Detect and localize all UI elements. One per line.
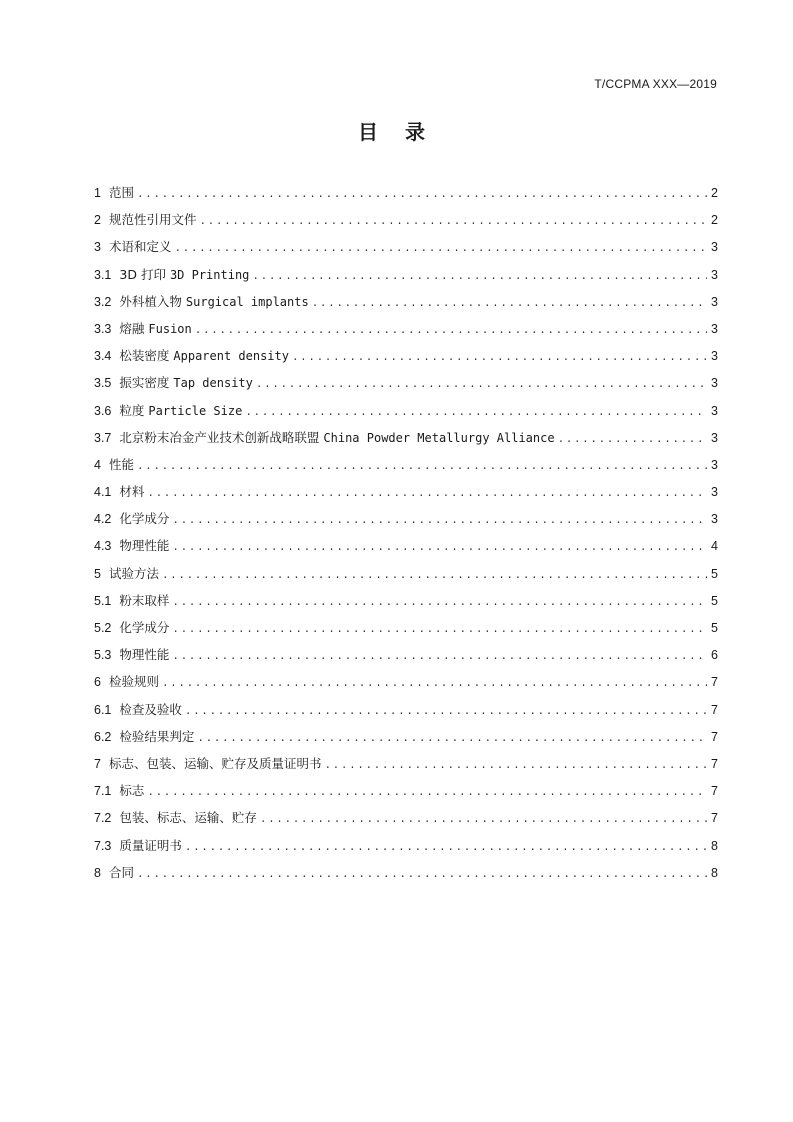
toc-entry-number: 3.1 [94, 267, 112, 282]
toc-entry-english-label: Tap density [173, 376, 253, 391]
toc-entry-number: 6.2 [94, 729, 112, 744]
toc-entry-number: 3.5 [94, 376, 112, 391]
dot-leader [162, 678, 707, 690]
dot-leader [256, 379, 707, 391]
toc-entry-page-number: 2 [711, 213, 718, 228]
toc-entry-page-number: 8 [711, 865, 718, 880]
table-of-contents [94, 183, 718, 890]
toc-entry-label: 检验结果判定 [119, 728, 195, 744]
toc-entry-page-number: 7 [711, 702, 718, 717]
toc-entry-label: 范围 [108, 185, 134, 200]
toc-entry-page-number: 7 [711, 756, 718, 771]
toc-entry-page-number: 2 [711, 186, 718, 200]
toc-entry-number: 7 [94, 756, 101, 771]
toc-entry-label: 3D 打印 [119, 266, 166, 282]
toc-entry-page-number: 3 [711, 403, 718, 418]
dot-leader [252, 271, 707, 283]
toc-entry-number: 7.2 [94, 811, 112, 826]
toc-entry-number: 4.3 [94, 539, 112, 554]
toc-entry-number: 5.3 [94, 648, 112, 663]
toc-entry-page-number: 3 [711, 321, 718, 336]
toc-entry-number: 7.3 [94, 838, 112, 853]
toc-entry-english-label: Apparent density [173, 349, 289, 364]
toc-entry-label: 质量证明书 [119, 837, 182, 853]
toc-entry-number: 8 [94, 865, 101, 880]
toc-entry[interactable] [94, 781, 718, 808]
toc-entry[interactable] [94, 482, 718, 509]
toc-entry-page-number: 8 [711, 838, 718, 853]
toc-entry-page-number: 7 [711, 784, 718, 799]
toc-entry-label: 检验规则 [108, 674, 159, 690]
toc-entry-number: 3 [94, 240, 101, 255]
toc-entry[interactable] [94, 428, 718, 455]
dot-leader [172, 651, 707, 663]
toc-entry-page-number: 3 [711, 457, 718, 472]
toc-entry-label: 规范性引用文件 [108, 212, 197, 228]
toc-entry[interactable] [94, 401, 718, 428]
toc-entry-english-label: China Powder Metallurgy Alliance [323, 430, 555, 445]
dot-leader [558, 434, 707, 446]
toc-entry-label: 术语和定义 [108, 239, 172, 255]
toc-entry-label: 标志 [119, 783, 145, 799]
toc-entry-number: 7.1 [94, 784, 112, 799]
toc-title: 目 录 [358, 120, 435, 144]
dot-leader [195, 325, 707, 337]
toc-entry-number: 4 [94, 457, 101, 472]
toc-entry-number: 3.3 [94, 321, 112, 336]
toc-entry-page-number: 4 [711, 539, 718, 554]
dot-leader [185, 842, 707, 854]
toc-entry[interactable] [94, 727, 718, 754]
toc-entry[interactable] [94, 863, 718, 890]
toc-entry[interactable] [94, 536, 718, 563]
toc-entry-label: 检查及验收 [119, 701, 182, 717]
document-code: T/CCPMA XXX—2019 [594, 77, 717, 91]
toc-entry-page-number: 3 [711, 485, 718, 500]
dot-leader [137, 189, 707, 201]
dot-leader [174, 243, 707, 255]
toc-entry[interactable] [94, 836, 718, 863]
toc-entry-number: 6 [94, 675, 101, 690]
toc-entry-page-number: 3 [711, 349, 718, 364]
toc-entry[interactable] [94, 509, 718, 536]
dot-leader [137, 869, 707, 881]
toc-entry[interactable] [94, 808, 718, 835]
toc-entry-label: 性能 [108, 456, 134, 472]
toc-entry-page-number: 5 [711, 593, 718, 608]
toc-entry-label: 松装密度 [119, 348, 170, 364]
toc-entry[interactable] [94, 183, 718, 210]
toc-entry[interactable] [94, 564, 718, 591]
toc-entry-label: 材料 [119, 484, 145, 500]
toc-entry-english-label: Surgical implants [185, 294, 309, 309]
toc-entry-number: 3.2 [94, 294, 112, 309]
dot-leader [260, 814, 707, 826]
toc-entry[interactable] [94, 319, 718, 346]
toc-entry-label: 化学成分 [119, 511, 170, 527]
dot-leader [324, 760, 707, 772]
toc-entry-english-label: Particle Size [148, 403, 243, 418]
toc-entry-number: 5 [94, 566, 101, 581]
dot-leader [185, 706, 707, 718]
toc-entry-number: 6.1 [94, 702, 112, 717]
dot-leader [147, 488, 707, 500]
toc-entry[interactable] [94, 373, 718, 400]
dot-leader [197, 733, 707, 745]
toc-entry-page-number: 7 [711, 811, 718, 826]
toc-entry-label: 熔融 [119, 320, 145, 336]
toc-entry[interactable] [94, 672, 718, 699]
toc-entry[interactable] [94, 645, 718, 672]
toc-entry[interactable] [94, 346, 718, 373]
toc-entry-label: 粉末取样 [119, 592, 170, 608]
toc-entry-number: 5.1 [94, 593, 112, 608]
toc-entry-number: 5.2 [94, 621, 112, 635]
toc-entry-label: 振实密度 [119, 375, 170, 391]
toc-entry[interactable] [94, 754, 718, 781]
toc-entry-page-number: 3 [711, 430, 718, 445]
toc-entry-number: 4.1 [94, 485, 112, 500]
toc-entry[interactable] [94, 455, 718, 482]
toc-entry-page-number: 3 [711, 294, 718, 309]
toc-entry-page-number: 7 [711, 675, 718, 690]
toc-entry-label: 外科植入物 [119, 293, 182, 309]
toc-entry-label: 粒度 [119, 402, 145, 418]
toc-entry[interactable] [94, 237, 718, 264]
toc-entry-label: 包装、标志、运输、贮存 [119, 810, 257, 826]
toc-entry-number: 1 [94, 186, 101, 200]
toc-entry-page-number: 5 [711, 566, 718, 581]
dot-leader [172, 597, 707, 609]
toc-entry[interactable] [94, 591, 718, 618]
dot-leader [172, 624, 707, 636]
dot-leader [172, 515, 707, 527]
toc-entry-number: 4.2 [94, 512, 112, 527]
toc-entry-page-number: 7 [711, 729, 718, 744]
toc-entry-label: 标志、包装、运输、贮存及质量证明书 [108, 755, 322, 771]
toc-entry-page-number: 5 [711, 621, 718, 635]
toc-entry-label: 化学成分 [119, 620, 170, 635]
toc-entry-english-label: Fusion [148, 321, 192, 336]
dot-leader [137, 461, 707, 473]
dot-leader [292, 352, 707, 364]
toc-entry-page-number: 3 [711, 240, 718, 255]
dot-leader [172, 542, 707, 554]
toc-entry-number: 3.6 [94, 403, 112, 418]
toc-entry[interactable] [94, 265, 718, 292]
toc-entry-label: 物理性能 [119, 647, 170, 663]
dot-leader [199, 216, 707, 228]
toc-entry-label: 北京粉末冶金产业技术创新战略联盟 [119, 429, 320, 445]
toc-entry[interactable] [94, 292, 718, 319]
dot-leader [162, 570, 707, 582]
toc-entry-page-number: 6 [711, 648, 718, 663]
toc-entry-label: 试验方法 [108, 565, 159, 581]
toc-entry[interactable] [94, 618, 718, 645]
dot-leader [245, 407, 707, 419]
toc-entry-page-number: 3 [711, 267, 718, 282]
toc-entry-page-number: 3 [711, 376, 718, 391]
dot-leader [312, 298, 707, 310]
toc-entry-number: 3.4 [94, 349, 112, 364]
toc-entry[interactable] [94, 700, 718, 727]
toc-entry-number: 2 [94, 213, 101, 228]
toc-entry-page-number: 3 [711, 512, 718, 527]
toc-entry-label: 物理性能 [119, 538, 170, 554]
dot-leader [147, 787, 707, 799]
toc-entry[interactable] [94, 210, 718, 237]
toc-entry-english-label: 3D Printing [169, 267, 250, 282]
toc-entry-number: 3.7 [94, 430, 112, 445]
toc-entry-label: 合同 [108, 864, 134, 880]
